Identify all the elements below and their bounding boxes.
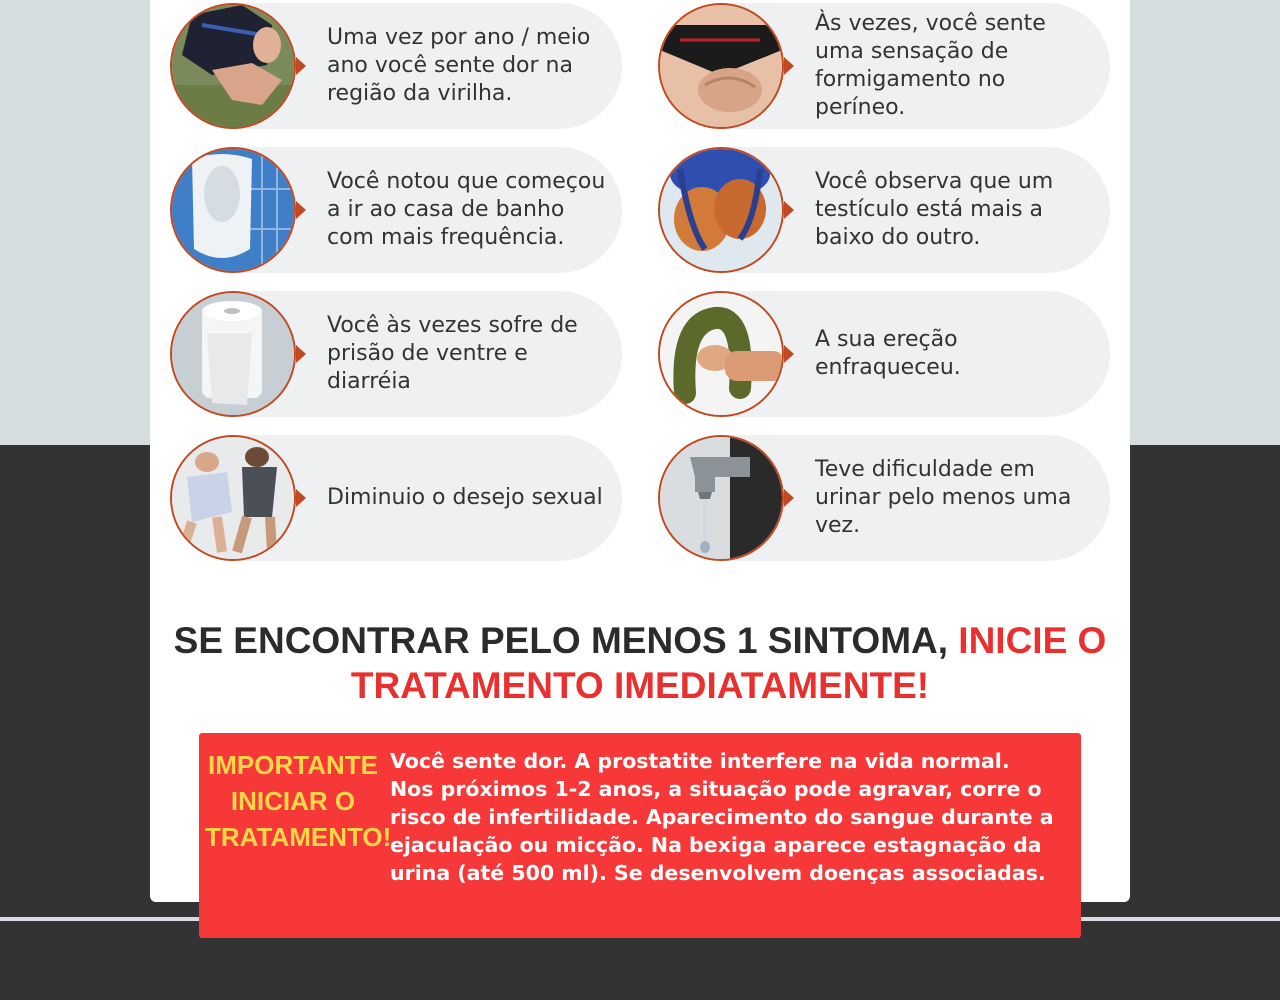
pointer-arrow (784, 489, 794, 507)
alert-body-text: Você sente dor. A prostatite interfere na vida normal. Nos próximos 1-2 anos, a situação pode agravar, corre o risco de infertilidade. Aparecimento do sangue durante a ejaculação ou micção. Na bexiga aparece estagnação da urina (até 500 ml). Se desenvolvem doenças associadas. (390, 749, 1054, 885)
symptom-text: A sua ereção enfraqueceu. (815, 327, 961, 380)
call-to-action-headline (150, 618, 1130, 708)
symptom-item (660, 3, 1110, 129)
urinal-photo-icon (170, 147, 296, 273)
important-alert-box (199, 733, 1081, 938)
pointer-arrow (296, 489, 306, 507)
symptom-text: Você observa que um testículo está mais a baixo do outro. (815, 169, 1054, 250)
perineum-photo-icon (658, 3, 784, 129)
dripping-faucet-photo-icon (658, 435, 784, 561)
symptom-item (660, 435, 1110, 561)
pointer-arrow (784, 201, 794, 219)
pointer-arrow (296, 345, 306, 363)
symptom-text: Você às vezes sofre de prisão de ventre e diarréia (327, 313, 578, 394)
limp-cucumber-photo-icon (658, 291, 784, 417)
symptom-text: Você notou que começou a ir ao casa de banho com mais frequência. (327, 169, 606, 250)
pointer-arrow (296, 57, 306, 75)
symptom-text: Às vezes, você sente uma sensação de formigamento no períneo. (815, 11, 1046, 120)
alert-label: IMPORTANTE INICIAR O TRATAMENTO! (205, 750, 392, 852)
symptom-item (172, 291, 622, 417)
symptom-text: Diminuio o desejo sexual (327, 485, 603, 510)
testicles-illustration-icon (658, 147, 784, 273)
headline-dark-text: SE ENCONTRAR PELO MENOS 1 SINTOMA, (173, 620, 959, 661)
pointer-arrow (784, 57, 794, 75)
pointer-arrow (784, 345, 794, 363)
symptom-item (172, 3, 622, 129)
symptom-item (660, 147, 1110, 273)
toilet-paper-photo-icon (170, 291, 296, 417)
symptom-text: Teve dificuldade em urinar pelo menos uma vez. (815, 457, 1072, 538)
symptom-text: Uma vez por ano / meio ano você sente dor na região da virilha. (327, 25, 591, 106)
symptom-item (172, 147, 622, 273)
symptom-item (660, 291, 1110, 417)
symptom-item (172, 435, 622, 561)
couple-in-bed-photo-icon (170, 435, 296, 561)
headline-red-text: INICIE O TRATAMENTO IMEDIATAMENTE! (350, 620, 1107, 706)
pointer-arrow (296, 201, 306, 219)
groin-pain-photo-icon (170, 3, 296, 129)
